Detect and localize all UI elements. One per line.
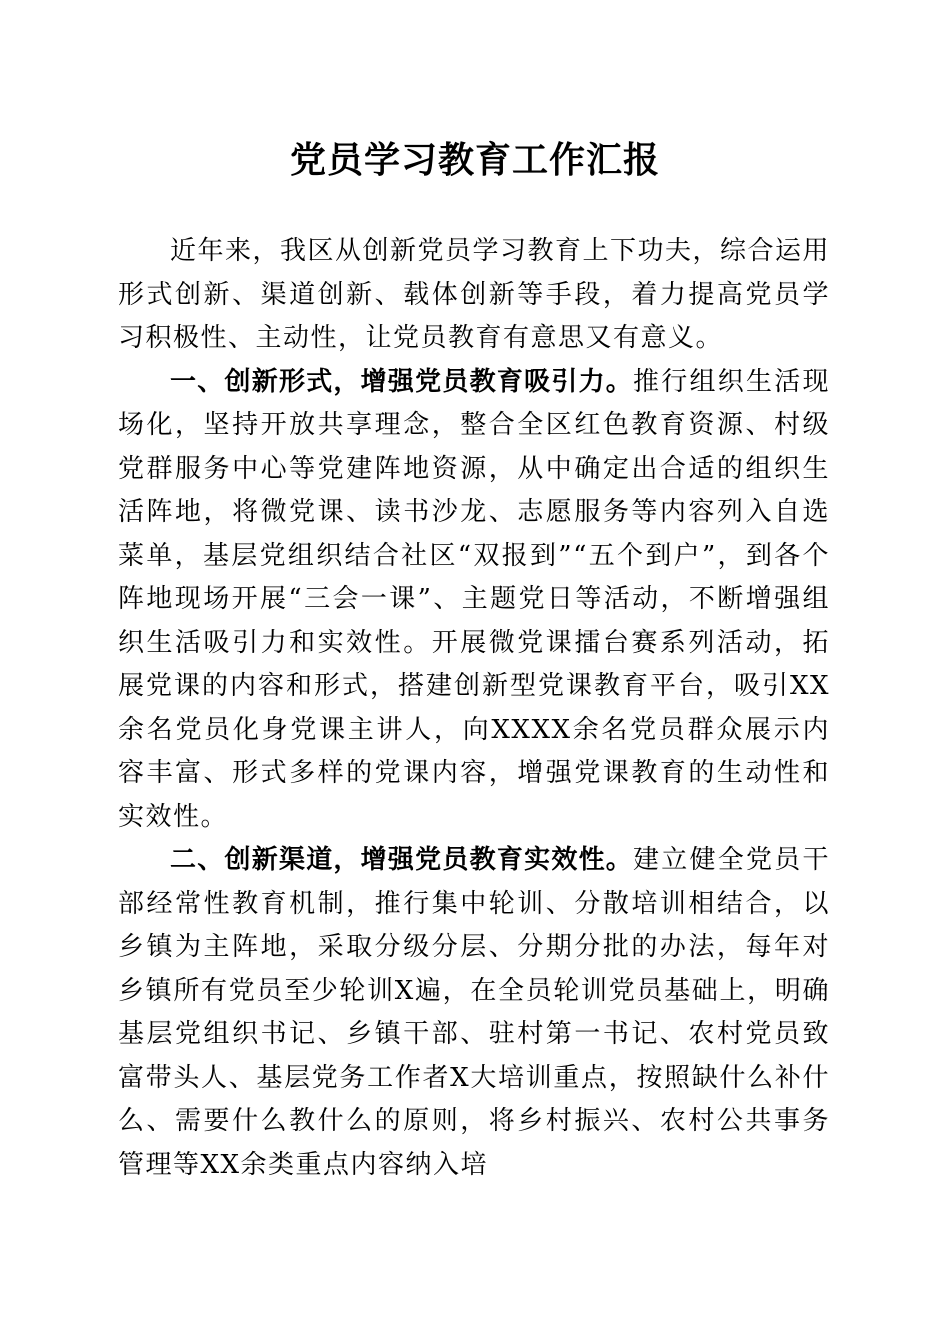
paragraph-section-two xyxy=(118,839,830,1187)
paragraph-intro-text: 近年来，我区从创新党员学习教育上下功夫，综合运用形式创新、渠道创新、载体创新等手段，着力提高党员学习积极性、主动性，让党员教育有意思又有意义。 xyxy=(118,236,831,353)
paragraph-intro xyxy=(118,230,830,361)
section-one-heading: 一、创新形式，增强党员教育吸引力。 xyxy=(170,366,634,397)
document-title: 党员学习教育工作汇报 xyxy=(289,139,660,181)
paragraph-section-one xyxy=(118,361,830,840)
section-one-text: 推行组织生活现场化，坚持开放共享理念，整合全区红色教育资源、村级党群服务中心等党建阵地资源，从中确定出合适的组织生活阵地，将微党课、读书沙龙、志愿服务等内容列入自选菜单，基层党组织结合社区“双报到”“五个到户”，到各个阵地现场开展“三会一课”、主题党日等活动，不断增强组织生活吸引力和实效性。开展微党课擂台赛系列活动，拓展党课的内容和形式，搭建创新型党课教育平台，吸引XX余名党员化身党课主讲人，向XXXX余名党员群众展示内容丰富、形式多样的党课内容，增强党课教育的生动性和实效性。 xyxy=(118,366,830,832)
document-body xyxy=(118,230,830,1187)
section-two-text: 建立健全党员干部经常性教育机制，推行集中轮训、分散培训相结合，以乡镇为主阵地，采取分级分层、分期分批的办法，每年对乡镇所有党员至少轮训X遍，在全员轮训党员基础上，明确基层党组织书记、乡镇干部、驻村第一书记、农村党员致富带头人、基层党务工作者X大培训重点，按照缺什么补什么、需要什么教什么的原则，将乡村振兴、农村公共事务管理等XX余类重点内容纳入培 xyxy=(118,845,830,1180)
section-two-heading: 二、创新渠道，增强党员教育实效性。 xyxy=(170,845,634,875)
